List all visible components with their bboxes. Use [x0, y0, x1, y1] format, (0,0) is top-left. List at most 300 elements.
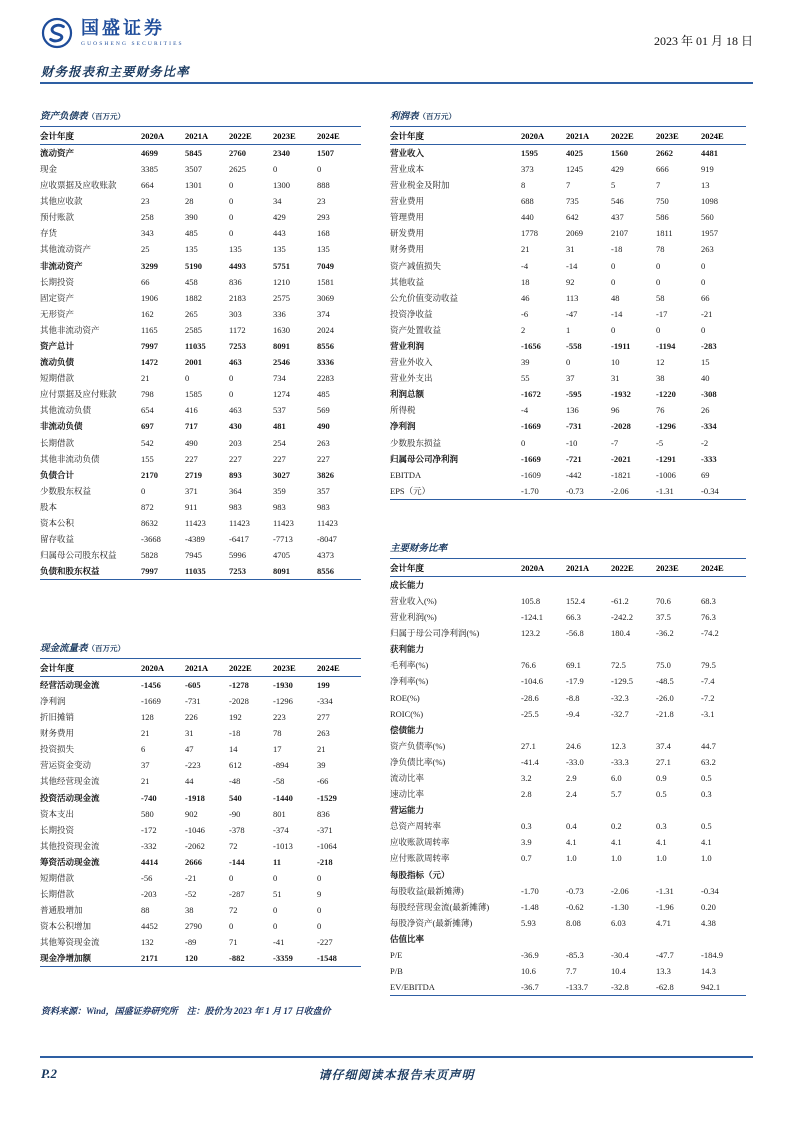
cell-value: 416: [185, 405, 198, 416]
cell-value: -378: [229, 824, 245, 835]
cell-value: 1507: [317, 147, 334, 158]
cell-value: 11423: [185, 518, 206, 529]
cell-value: -2.06: [611, 485, 629, 496]
cell-value: -14: [611, 308, 623, 319]
cell-value: 836: [229, 276, 242, 287]
cell-value: -4: [521, 260, 529, 271]
column-header-year: 2020A: [521, 130, 545, 141]
income-statement-table: [390, 127, 746, 500]
cell-value: 39: [317, 760, 326, 771]
cell-value: -33.3: [611, 756, 629, 767]
row-label: 留存收益: [40, 534, 75, 545]
cell-value: 485: [185, 228, 198, 239]
cell-value: [521, 866, 566, 882]
table-row: [40, 290, 361, 306]
cell-value: 8: [521, 180, 526, 191]
cell-value: 0: [701, 324, 706, 335]
cell-value: 0: [521, 437, 526, 448]
cell-value: 1560: [611, 147, 628, 158]
cell-value: -7713: [273, 534, 293, 545]
cell-value: 76.6: [521, 660, 536, 671]
table-row: [40, 902, 361, 918]
cell-value: 2001: [185, 357, 202, 368]
cell-value: 888: [317, 180, 330, 191]
row-label: 长期借款: [40, 437, 75, 448]
cell-value: -1194: [656, 341, 676, 351]
cell-value: 0: [317, 163, 322, 174]
cell-value: 0: [317, 873, 322, 883]
cell-value: 66: [701, 292, 710, 303]
table-row: [390, 402, 746, 418]
cell-value: 227: [185, 453, 198, 464]
column-header-row: [390, 559, 746, 576]
cell-value: 37: [141, 760, 150, 771]
cell-value: -6: [521, 308, 529, 319]
cell-value: 7997: [141, 566, 158, 577]
row-label: 股本: [40, 501, 58, 512]
column-header-year: 2024E: [701, 130, 724, 141]
table-row: [40, 822, 361, 838]
table-row: [40, 225, 361, 241]
cell-value: [656, 802, 701, 818]
row-label: 少数股东权益: [40, 485, 92, 496]
column-header-year: 2020A: [141, 130, 165, 141]
cell-value: 3385: [141, 163, 158, 174]
cell-value: [521, 802, 566, 818]
cell-value: 1585: [185, 389, 202, 400]
cell-value: 46: [521, 292, 530, 303]
row-label: 普通股增加: [40, 905, 83, 916]
cell-value: -1529: [317, 792, 337, 803]
table-row: [40, 354, 361, 370]
row-label: 折旧摊销: [40, 712, 75, 723]
cell-value: -4: [521, 405, 529, 416]
cell-value: 78: [273, 728, 282, 739]
row-label: 无形资产: [40, 308, 75, 319]
section-row: [390, 802, 746, 818]
table-row: [390, 274, 746, 290]
column-header-row: [40, 127, 361, 144]
cell-value: 443: [273, 228, 286, 239]
cell-value: 136: [566, 405, 579, 416]
cell-value: -17: [656, 308, 668, 319]
row-label: 偿债能力: [390, 724, 425, 735]
cell-value: [656, 931, 701, 947]
cell-value: 0: [229, 921, 234, 932]
table-row: [40, 854, 361, 870]
cell-value: 7: [656, 180, 661, 191]
page-header: [40, 16, 753, 62]
cell-value: 440: [521, 212, 534, 223]
row-label: 非流动资产: [40, 260, 83, 271]
cell-value: 132: [141, 937, 154, 948]
cell-value: 38: [656, 373, 665, 384]
column-header-label: 会计年度: [40, 130, 75, 141]
financial-ratios-table: [390, 559, 746, 996]
table-row: [390, 609, 746, 625]
cell-value: 71: [229, 937, 238, 948]
table-row: [40, 402, 361, 418]
table-row: [40, 918, 361, 934]
cell-value: 38: [185, 905, 194, 916]
cell-value: -740: [141, 792, 157, 803]
row-label: 营业成本: [390, 163, 425, 174]
cell-value: 7997: [141, 341, 158, 351]
cell-value: 3069: [317, 292, 334, 303]
column-header-year: 2024E: [701, 562, 724, 573]
row-label: 固定资产: [40, 292, 75, 303]
cell-value: -1291: [656, 453, 676, 464]
table-row: [390, 483, 746, 500]
cell-value: 2: [521, 324, 526, 335]
cell-value: 697: [141, 421, 154, 432]
cell-value: [566, 802, 611, 818]
cell-value: [701, 576, 746, 593]
table-row: [390, 467, 746, 483]
cell-value: 135: [317, 244, 330, 255]
cell-value: 6.03: [611, 917, 626, 928]
cell-value: 0: [141, 485, 146, 496]
table-row: [40, 934, 361, 950]
table-row: [390, 370, 746, 386]
cell-value: -1932: [611, 389, 631, 400]
row-label: 营业费用: [390, 196, 425, 207]
cell-value: -1.70: [521, 885, 539, 896]
cell-value: 92: [566, 276, 575, 287]
table-row: [390, 144, 746, 161]
cell-value: -1440: [273, 792, 293, 803]
cell-value: [611, 641, 656, 657]
cell-value: 919: [701, 163, 714, 174]
cell-value: [611, 722, 656, 738]
cell-value: 27.1: [521, 740, 536, 751]
cell-value: 801: [273, 808, 286, 819]
cell-value: 0.3: [521, 821, 532, 832]
cell-value: [656, 641, 701, 657]
cell-value: 254: [273, 437, 286, 448]
table-row: [390, 290, 746, 306]
cell-value: 21: [521, 244, 530, 255]
table-row: [390, 818, 746, 834]
cell-value: [701, 931, 746, 947]
cell-value: 44: [185, 776, 194, 787]
table-row: [40, 806, 361, 822]
cell-value: 39: [521, 357, 530, 368]
table-row: [390, 209, 746, 225]
row-label: EV/EBITDA: [390, 982, 435, 993]
cell-value: 429: [273, 212, 286, 223]
cell-value: 4.1: [611, 837, 622, 848]
cell-value: -218: [317, 856, 333, 867]
cell-value: 373: [521, 163, 534, 174]
table-row: [390, 963, 746, 979]
cell-value: 0.2: [611, 821, 622, 832]
cash-flow-unit: （百万元）: [87, 644, 126, 653]
table-row: [40, 515, 361, 531]
cell-value: -1918: [185, 792, 205, 803]
cell-value: 1957: [701, 228, 718, 239]
row-label: 资本公积增加: [40, 921, 92, 932]
row-label: 投资活动现金流: [40, 792, 100, 803]
cell-value: -144: [229, 856, 245, 867]
source-note: 资料来源：Wind，国盛证券研究所 注：股价为 2023 年 1 月 17 日收盘价: [41, 1006, 331, 1016]
cell-value: -32.7: [611, 708, 629, 719]
row-label: 存货: [40, 228, 58, 239]
cell-value: 2183: [229, 292, 246, 303]
table-row: [40, 274, 361, 290]
table-row: [390, 673, 746, 689]
table-row: [390, 593, 746, 609]
cell-value: -333: [701, 453, 717, 464]
cell-value: 374: [317, 308, 330, 319]
cell-value: -731: [185, 695, 201, 706]
cell-value: 4.1: [701, 837, 712, 848]
table-row: [390, 834, 746, 850]
table-row: [40, 306, 361, 322]
cell-value: 911: [185, 501, 198, 512]
cell-value: 8.08: [566, 917, 581, 928]
cell-value: 72: [229, 840, 238, 851]
row-label: 短期借款: [40, 373, 75, 384]
cell-value: 2625: [229, 163, 246, 174]
cell-value: 2024: [317, 324, 334, 335]
cell-value: 1.0: [611, 853, 622, 864]
cell-value: 983: [273, 501, 286, 512]
cash-flow-table: [40, 659, 361, 967]
cell-value: 359: [273, 485, 286, 496]
cell-value: 21: [141, 373, 150, 384]
row-label: 少数股东损益: [390, 437, 442, 448]
row-label: 研发费用: [390, 228, 425, 239]
table-row: [390, 386, 746, 402]
table-row: [40, 870, 361, 886]
cell-value: -1930: [273, 679, 293, 690]
cell-value: 31: [566, 244, 575, 255]
cell-value: 1.0: [701, 853, 712, 864]
cell-value: -56.8: [566, 628, 584, 639]
row-label: 应收账款周转率: [390, 837, 450, 848]
cell-value: -1911: [611, 341, 631, 351]
table-row: [40, 209, 361, 225]
cell-value: -3359: [273, 953, 293, 964]
cell-value: 4452: [141, 921, 158, 932]
section-title: 财务报表和主要财务比率: [41, 65, 190, 79]
income-statement-title: 利润表: [390, 112, 419, 122]
row-label: 筹资活动现金流: [40, 856, 100, 867]
row-label: 归属母公司股东权益: [40, 550, 117, 561]
cell-value: 2069: [566, 228, 583, 239]
column-header-year: 2021A: [185, 130, 209, 141]
column-header-row: [40, 659, 361, 676]
cell-value: 7: [566, 180, 571, 191]
column-header-label: 会计年度: [390, 130, 425, 141]
cell-value: 836: [317, 808, 330, 819]
cell-value: -2021: [611, 453, 631, 464]
row-label: 利润总额: [390, 389, 425, 400]
cell-value: 18: [521, 276, 530, 287]
cell-value: 1245: [566, 163, 583, 174]
cell-value: 6: [141, 744, 146, 755]
row-label: 归属于母公司净利润(%): [390, 628, 480, 639]
cell-value: -6417: [229, 534, 249, 545]
cell-value: 0.5: [701, 773, 712, 783]
cell-value: -52: [185, 889, 197, 900]
row-label: 其他筹资现金流: [40, 937, 100, 948]
cell-value: -1296: [273, 695, 293, 706]
cell-value: -595: [566, 389, 582, 400]
cell-value: -1013: [273, 840, 293, 851]
cell-value: -66: [317, 776, 329, 787]
footer-rule: [40, 1056, 753, 1058]
cell-value: 69.1: [566, 660, 581, 671]
cell-value: 28: [185, 196, 194, 207]
balance-sheet-unit: （百万元）: [87, 112, 126, 121]
row-label: 负债和股东权益: [40, 566, 100, 577]
cell-value: 1630: [273, 324, 290, 335]
cell-value: -85.3: [566, 950, 584, 961]
cell-value: -18: [611, 244, 623, 255]
cell-value: 4414: [141, 856, 158, 867]
cell-value: 429: [611, 163, 624, 174]
cell-value: 664: [141, 180, 154, 191]
row-label: 营业外收入: [390, 357, 433, 368]
cell-value: 263: [701, 244, 714, 255]
section-row: [390, 931, 746, 947]
cell-value: 10: [611, 357, 620, 368]
column-header-year: 2023E: [273, 130, 296, 141]
cell-value: 2546: [273, 357, 290, 368]
cell-value: 872: [141, 501, 154, 512]
table-row: [390, 177, 746, 193]
cell-value: 1274: [273, 389, 290, 400]
cell-value: 155: [141, 453, 154, 464]
cell-value: 5190: [185, 260, 202, 271]
cell-value: 63.2: [701, 756, 716, 767]
cell-value: 7.7: [566, 966, 577, 977]
table-row: [40, 418, 361, 434]
cell-value: -442: [566, 469, 582, 480]
cell-value: 0: [701, 276, 706, 287]
cell-value: -283: [701, 341, 717, 351]
cell-value: 463: [229, 357, 242, 368]
balance-sheet-table: [40, 127, 361, 580]
cell-value: -48.5: [656, 676, 674, 687]
cell-value: -129.5: [611, 676, 633, 687]
cell-value: -1.31: [656, 885, 674, 896]
cell-value: 37.4: [656, 740, 671, 751]
cell-value: 458: [185, 276, 198, 287]
cell-value: 5828: [141, 550, 158, 561]
cell-value: [701, 866, 746, 882]
cell-value: 11423: [229, 518, 250, 529]
cell-value: 25: [141, 244, 150, 255]
cell-value: -3668: [141, 534, 161, 545]
cell-value: 4.38: [701, 917, 716, 928]
table-row: [40, 483, 361, 499]
row-label: 资产处置收益: [390, 324, 442, 335]
cell-value: -1656: [521, 341, 541, 351]
cell-value: 8091: [273, 341, 290, 351]
cell-value: -25.5: [521, 708, 539, 719]
table-row: [40, 499, 361, 515]
cell-value: -14: [566, 260, 578, 271]
row-label: ROIC(%): [390, 708, 424, 719]
cell-value: 0.5: [656, 789, 667, 800]
cell-value: 0: [566, 357, 571, 368]
row-label: 每股净资产(最新摊薄): [390, 917, 473, 928]
cell-value: 58: [656, 292, 665, 303]
row-label: 净利润: [390, 421, 416, 432]
table-row: [40, 161, 361, 177]
cell-value: -558: [566, 341, 582, 351]
column-header-year: 2022E: [229, 662, 252, 673]
cell-value: -0.73: [566, 485, 584, 496]
cell-value: 123.2: [521, 628, 541, 639]
cell-value: -17.9: [566, 676, 584, 687]
cell-value: 12: [656, 357, 665, 368]
cell-value: 0.3: [656, 821, 667, 832]
cell-value: -1456: [141, 679, 161, 690]
cell-value: -1296: [656, 421, 676, 432]
cell-value: -56: [141, 873, 153, 883]
cell-value: 223: [273, 712, 286, 723]
cell-value: 76: [656, 405, 665, 416]
cell-value: -1046: [185, 824, 205, 835]
guosheng-logo-icon: [40, 16, 74, 50]
cell-value: 3299: [141, 260, 158, 271]
row-label: 应收票据及应收账款: [40, 180, 117, 191]
cell-value: 23: [141, 196, 150, 207]
row-label: 估值比率: [390, 933, 425, 944]
cell-value: 437: [611, 212, 624, 223]
cell-value: -21: [701, 308, 713, 319]
cell-value: 3027: [273, 469, 290, 480]
table-row: [40, 322, 361, 338]
table-row: [390, 706, 746, 722]
cell-value: 540: [229, 792, 242, 803]
cell-value: -0.34: [701, 485, 719, 496]
table-row: [390, 625, 746, 641]
cell-value: 11035: [185, 566, 206, 577]
row-label: 其他收益: [390, 276, 425, 287]
cell-value: 3336: [317, 357, 334, 368]
cell-value: -0.34: [701, 885, 719, 896]
page-number: P.2: [41, 1066, 58, 1081]
cell-value: -1006: [656, 469, 676, 480]
cell-value: 1300: [273, 180, 290, 191]
cell-value: 654: [141, 405, 154, 416]
cell-value: 1.0: [566, 853, 577, 864]
table-row: [40, 193, 361, 209]
row-label: 短期借款: [40, 873, 75, 883]
cell-value: 21: [141, 776, 150, 787]
cell-value: 37.5: [656, 612, 671, 623]
cell-value: [566, 931, 611, 947]
table-row: [390, 451, 746, 467]
row-label: 其他应收款: [40, 196, 83, 207]
row-label: 营业外支出: [390, 373, 433, 384]
cell-value: -332: [141, 840, 157, 851]
cell-value: 192: [229, 712, 242, 723]
cell-value: 4.1: [656, 837, 667, 848]
table-title: [390, 538, 746, 559]
row-label: 投资损失: [40, 744, 75, 755]
cell-value: 0: [701, 260, 706, 271]
cell-value: -21.8: [656, 708, 674, 719]
cell-value: 580: [141, 808, 154, 819]
cell-value: -104.6: [521, 676, 543, 687]
cell-value: 15: [701, 357, 710, 368]
